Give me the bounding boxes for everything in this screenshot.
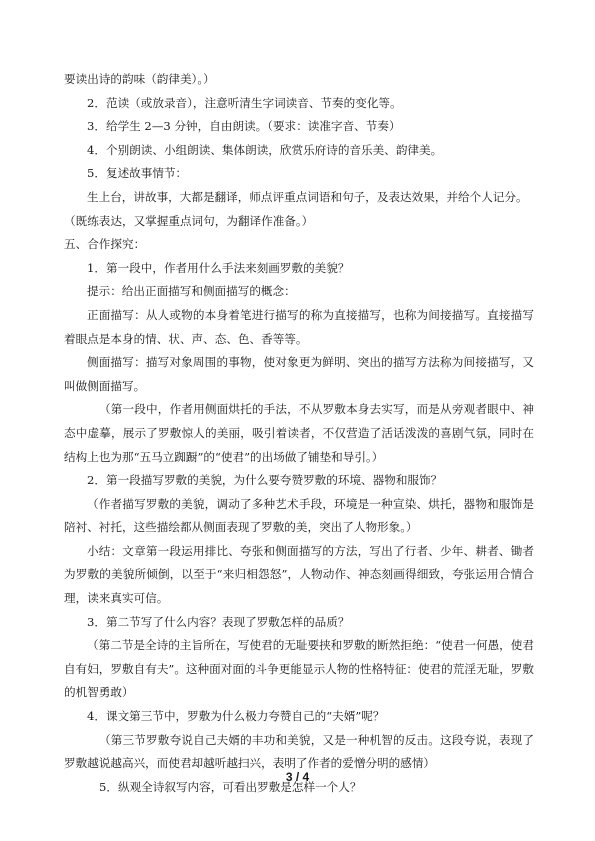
section-heading: 五、合作探究： — [64, 237, 146, 252]
paragraph: 5．复述故事情节： — [87, 166, 188, 181]
question: 3．第二节写了什么内容？表现了罗敷怎样的品质？ — [87, 614, 350, 629]
answer: （第二节是全诗的主旨所在，写使君的无耻要挟和罗敷的断然拒绝：“使君一何愚，使君自有妇，罗敷自有夫”。这种面对面的斗争更能显示人物的性格特征：使君的荒淫无耻，罗敷的机智勇敢） — [64, 638, 534, 700]
paragraph: 提示：给出正面描写和侧面描写的概念： — [87, 284, 296, 299]
question: 4．课文第三节中，罗敷为什么极力夸赞自己的“夫婿”呢？ — [87, 709, 385, 724]
paragraph: 2．范读（或放录音），注意听清生字词读音、节奏的变化等。 — [87, 95, 402, 110]
paragraph: 4．个别朗读、小组朗读、集体朗读，欣赏乐府诗的音乐美、韵律美。 — [87, 142, 443, 157]
answer: （作者描写罗敷的美貌，调动了多种艺术手段，环境是一种宣染、烘托，器物和服饰是陪衬、衬托，这些描绘都从侧面表现了罗敷的美，突出了人物形象。） — [64, 496, 534, 535]
paragraph: （既练表达，又掌握重点词句，为翻译作准备。） — [64, 213, 314, 228]
paragraph: 3．给学生 2—3 分钟，自由朗读。（要求：读准字音、节奏） — [87, 119, 401, 134]
question: 1．第一段中，作者用什么手法来刻画罗敷的美貌？ — [87, 260, 350, 275]
answer: （第一段中，作者用侧面烘托的手法，不从罗敷本身去实写，而是从旁观者眼中、神态中虚摹，展示了罗敷惊人的美丽，吸引着读者，不仅营造了活话泼泼的喜剧气氛，同时在结构上也为那“五马立踟蹰”的“使君”的出场做了铺垫和导引。） — [64, 402, 534, 464]
answer: （第三节罗敷夸说自己夫婿的丰功和美貌，又是一种机智的反击。这段夸说，表现了罗敷越说越高兴，而使君却越听越扫兴，表明了作者的爱憎分明的感情） — [64, 732, 534, 771]
paragraph: 要读出诗的韵味（韵律美）。） — [64, 72, 215, 86]
summary: 小结：文章第一段运用排比、夸张和侧面描写的方法，写出了行者、少年、耕者、锄者为罗敷的美貌所倾倒，以至于“来归相怨怒”，人物动作、神态刻画得细致，夸张运用合情合理，读来真实可信。 — [64, 543, 534, 606]
paragraph: 正面描写：从人或物的本身着笔进行描写的称为直接描写，也称为间接描写。直接描写着眼点是本身的情、状、声、态、色、香等等。 — [64, 307, 534, 346]
page-number: 3 / 4 — [285, 770, 310, 784]
paragraph: 生上台，讲故事，大都是翻译，师点评重点词语和句子，及表达效果，并给个人记分。 — [87, 189, 528, 204]
paragraph: 侧面描写：描写对象周围的事物，使对象更为鲜明、突出的描写方法称为间接描写，又叫做侧面描写。 — [64, 355, 534, 393]
document-body — [64, 68, 534, 799]
question: 2．第一段描写罗敷的美貌，为什么要夸赞罗敷的环境、器物和服饰？ — [87, 473, 443, 488]
question: 5．纵观全诗叙写内容，可看出罗敷是怎样一个人？ — [99, 779, 362, 794]
